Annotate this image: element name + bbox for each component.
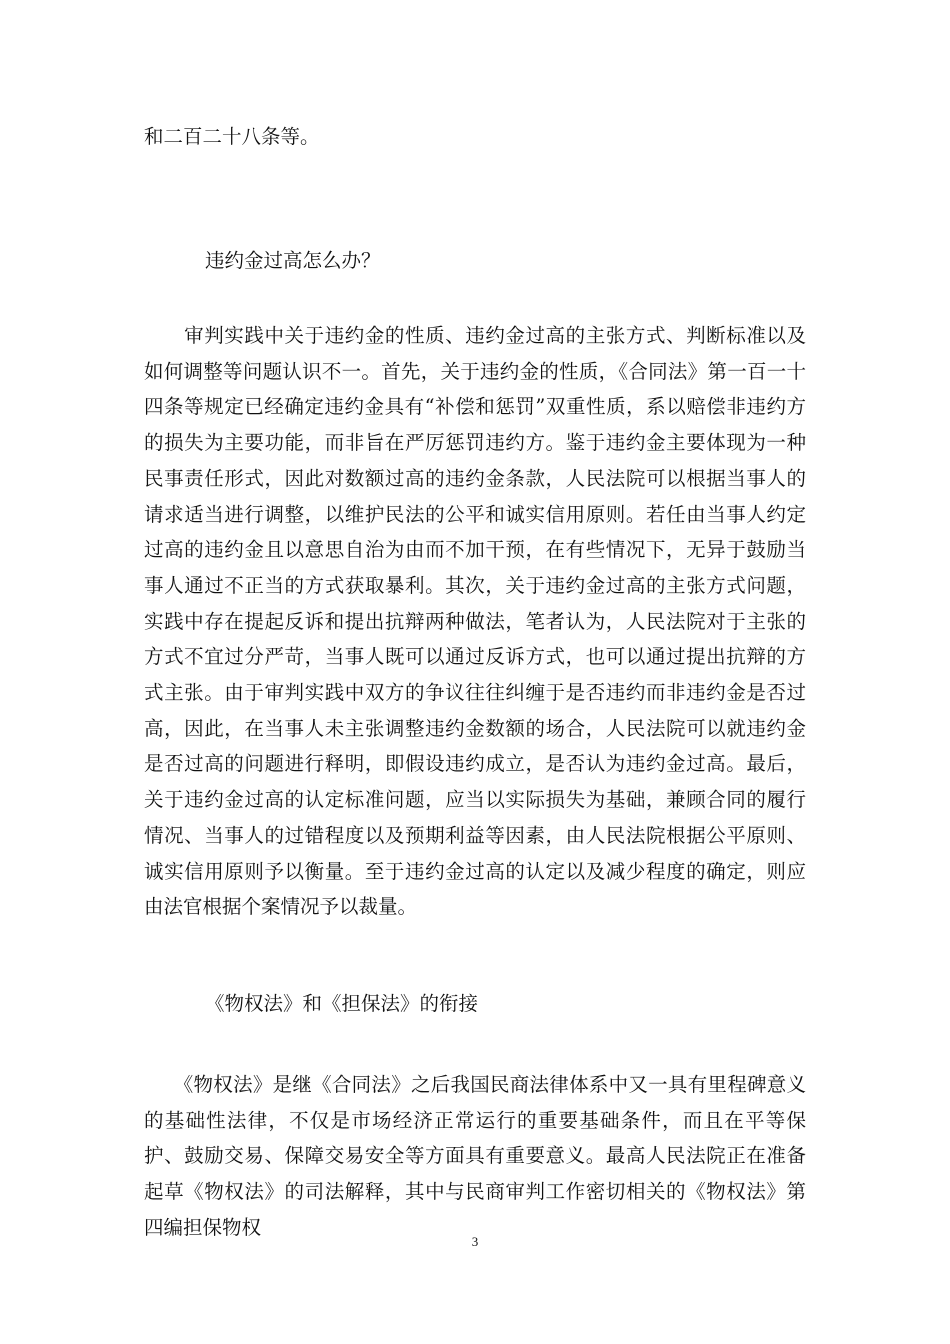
intro-text: 和二百二十八条等。 [144,125,320,148]
paragraph-penalty: 审判实践中关于违约金的性质、违约金过高的主张方式、判断标准以及如何调整等问题认识不一。首先，关于违约金的性质，《合同法》第一百一十四条等规定已经确定违约金具有“补偿和惩罚”双重性质，系以赔偿非违约方的损失为主要功能，而非旨在严厉惩罚违约方。鉴于违约金主要体现为一种民事责任形式，因此对数额过高的违约金条款，人民法院可以根据当事人的请求适当进行调整，以维护民法的公平和诚实信用原则。若任由当事人约定过高的违约金且以意思自治为由而不加干预，在有些情况下，无异于鼓励当事人通过不正当的方式获取暴利。其次，关于违约金过高的主张方式问题，实践中存在提起反诉和提出抗辩两种做法，笔者认为，人民法院对于主张的方式不宜过分严苛，当事人既可以通过反诉方式，也可以通过提出抗辩的方式主张。由于审判实践中双方的争议往往纠缠于是否违约而非违约金是否过高，因此，在当事人未主张调整违约金数额的场合，人民法院可以就违约金是否过高的问题进行释明，即假设违约成立，是否认为违约金过高。最后，关于违约金过高的认定标准问题，应当以实际损失为基础，兼顾合同的履行情况、当事人的过错程度以及预期利益等因素，由人民法院根据公平原则、诚实信用原则予以衡量。至于违约金过高的认定以及减少程度的确定，则应由法官根据个案情况予以裁量。 [144,324,806,919]
page-number: 3 [471,1234,479,1249]
section-heading-penalty: 违约金过高怎么办？ [205,249,381,272]
section-heading-property-law: 《物权法》和《担保法》的衔接 [205,992,479,1015]
paragraph-property-law: 《物权法》是继《合同法》之后我国民商法律体系中又一具有里程碑意义的基础性法律，不仅是市场经济正常运行的重要基础条件，而且在平等保护、鼓励交易、保障交易安全等方面具有重要意义。最高人民法院正在准备起草《物权法》的司法解释，其中与民商审判工作密切相关的《物权法》第四编担保物权 [144,1073,806,1239]
